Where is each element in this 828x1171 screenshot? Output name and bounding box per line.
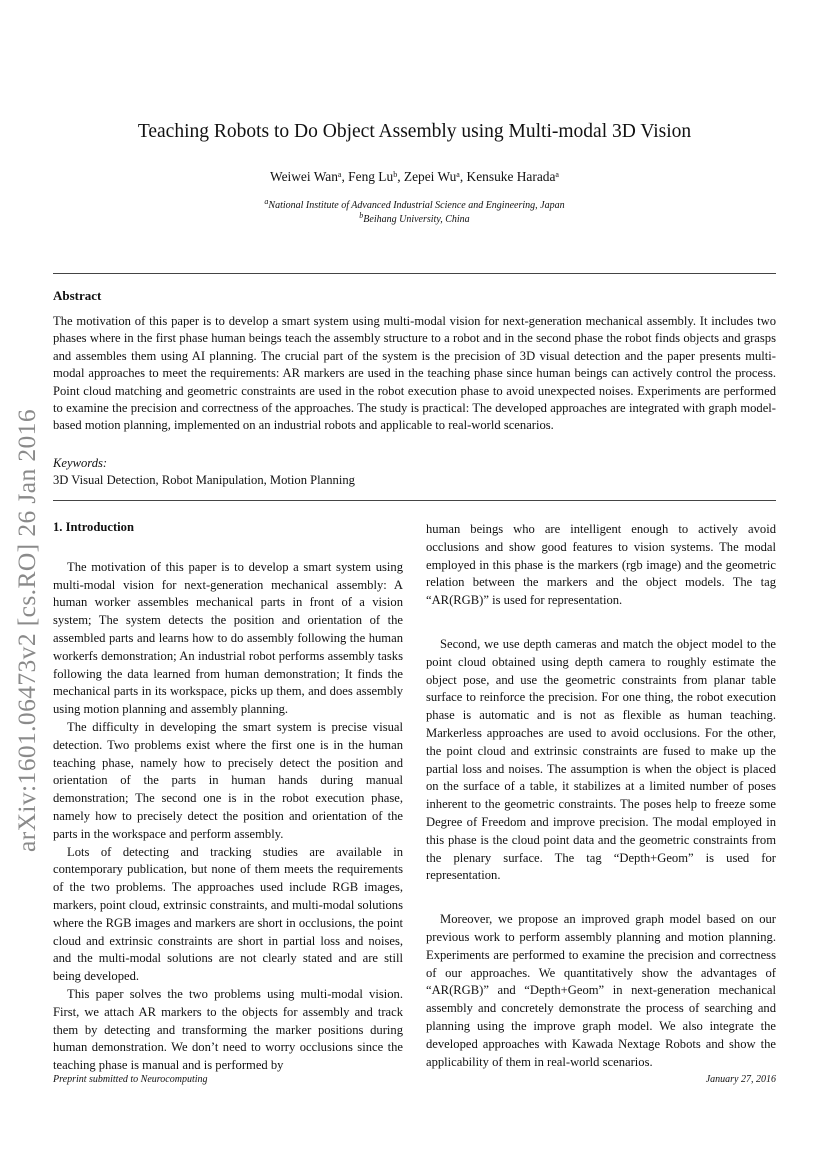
author-affil-mark: a	[456, 170, 460, 179]
paragraph: Lots of detecting and tracking studies are available in contemporary publication, but none of them meets the requirements of the two problems. The approaches used include RGB images, markers, point cloud, extrinsic constraints, and multi-modal solutions where the RGB images and markers are short in occlusions, the point cloud and extrinsic constraints are short in partial loss and noises, and the multi-modal solutions are not clearly stated and are still being developed.	[53, 844, 403, 984]
header-divider	[53, 273, 776, 274]
arxiv-identifier	[12, 367, 52, 852]
author-affil-mark: a	[555, 170, 559, 179]
abstract-heading: Abstract	[53, 288, 102, 303]
section-heading: 1. Introduction	[53, 520, 134, 534]
paragraph-gap	[426, 610, 776, 636]
author: Weiwei Wan	[270, 169, 338, 184]
keywords-text: 3D Visual Detection, Robot Manipulation, Motion Planning	[53, 473, 355, 487]
abstract-text: The motivation of this paper is to develop a smart system using multi-modal vision for next-generation mechanical assembly. It includes two phases where in the first phase human beings teach the assembly structure to a robot and in the second phase the robot finds objects and grasps and assembles them using AI planning. The crucial part of the system is the precision of 3D visual detection and the paper presents multi-modal approaches to meet the requirements: AR markers are used in the teaching phase since human beings can actively control the process. Point cloud matching and geometric constraints are used in the robot execution phase to avoid unexpected noises. Experiments are performed to examine the precision and correctness of the approaches. The study is practical: The developed approaches are integrated with graph model-based motion planning, implemented on an industrial robots and applicable to real-world scenarios.	[53, 314, 776, 433]
author: Feng Lu	[348, 169, 394, 184]
paper-title: Teaching Robots to Do Object Assembly using Multi-modal 3D Vision	[137, 121, 692, 142]
left-column	[53, 519, 403, 1075]
author-affil-mark: a	[337, 170, 342, 179]
arxiv-identifier-text: arXiv:1601.06473v2 [cs.RO] 26 Jan 2016	[12, 409, 41, 852]
paragraph: Second, we use depth cameras and match the object model to the point cloud obtained using depth camera to roughly estimate the object pose, and use the geometric constraints from planar table surface to reinforce the precision. For one thing, the robot execution phase is automatic and is not as flexible as human teaching. Markerless approaches are used to avoid occlusions. For the other, the point cloud and extrinsic constraints are fused to make up the partial loss and noises. The assumption is when the object is placed on the surface of a table, it stabilizes at a limited number of poses inherent to the geometric constraints. The poses help to freeze some Degree of Freedom and improve precision. The modal employed in this phase is the cloud point data and the geometric constraints from the plenary surface. The tag “Depth+Geom” is used for representation.	[426, 636, 776, 883]
footer-preprint: Preprint submitted to Neurocomputing	[53, 1074, 208, 1085]
paragraph: The difficulty in developing the smart system is precise visual detection. Two problems exist where the first one is in the human teaching phase, namely how to precisely detect the position and orientation of the parts in human hands during manual demonstration; The second one is in the robot execution phase, namely how to precisely detect the position and orientation of the parts in the workspace and perform assembly.	[53, 719, 403, 841]
abstract-divider	[53, 500, 776, 501]
affiliation-mark: a	[264, 197, 269, 206]
paragraph: human beings who are intelligent enough to actively avoid occlusions and show good features to vision systems. The modal employed in this phase is the markers (rgb image) and the geometric relation between the markers and the object models. The tag “AR(RGB)” is used for representation.	[426, 522, 776, 608]
affiliation: $^a$National Institute of Advanced Industrial Science and Engineering, Japan	[264, 197, 565, 211]
keywords-heading: Keywords:	[53, 456, 108, 470]
author-affil-mark: b	[393, 170, 398, 179]
author: Kensuke Harada	[466, 169, 556, 184]
paragraph: Moreover, we propose an improved graph model based on our previous work to perform assembly planning and motion planning. Experiments are performed to examine the precision and correctness of our approaches. We quantitatively show the advantages of “AR(RGB)” and “Depth+Geom” in next-generation mechanical assembly and concretely demonstrate the process of searching and planning using the improve graph model. We also integrate the developed approaches with Kawada Nextage Robots and show the applicability of them in real-world scenarios.	[426, 912, 776, 1069]
affiliation-mark: b	[359, 211, 364, 220]
author: Zepei Wu	[403, 169, 457, 184]
paragraph: This paper solves the two problems using multi-modal vision. First, we attach AR markers to the objects for assembly and track them by detecting and transforming the marker positions during human demonstration. We don’t need to worry occlusions since the teaching phase is manual and is performed by	[53, 986, 403, 1073]
footer-date: January 27, 2016	[705, 1074, 776, 1085]
paragraph: The motivation of this paper is to develop a smart system using multi-modal vision for next-generation mechanical assembly: A human worker assembles mechanical parts in front of a vision system; The system detects the position and orientation of the assembled parts and learns how to do assembly following the human workerfs demonstration; An industrial robot performs assembly tasks following the data learned from human demonstration; It finds the mechanical parts in its workspace, picks up them, and does assembly using motion planning and assembly planning.	[53, 559, 403, 717]
affiliation: $^b$Beihang University, China	[359, 211, 470, 225]
paragraph-gap	[426, 885, 776, 911]
right-column	[426, 521, 776, 1071]
author-list: Weiwei Wan$^a$, Feng Lu$^b$, Zepei Wu$^a$, Kensuke Harada$^a$	[270, 169, 559, 184]
affiliations	[53, 199, 776, 227]
